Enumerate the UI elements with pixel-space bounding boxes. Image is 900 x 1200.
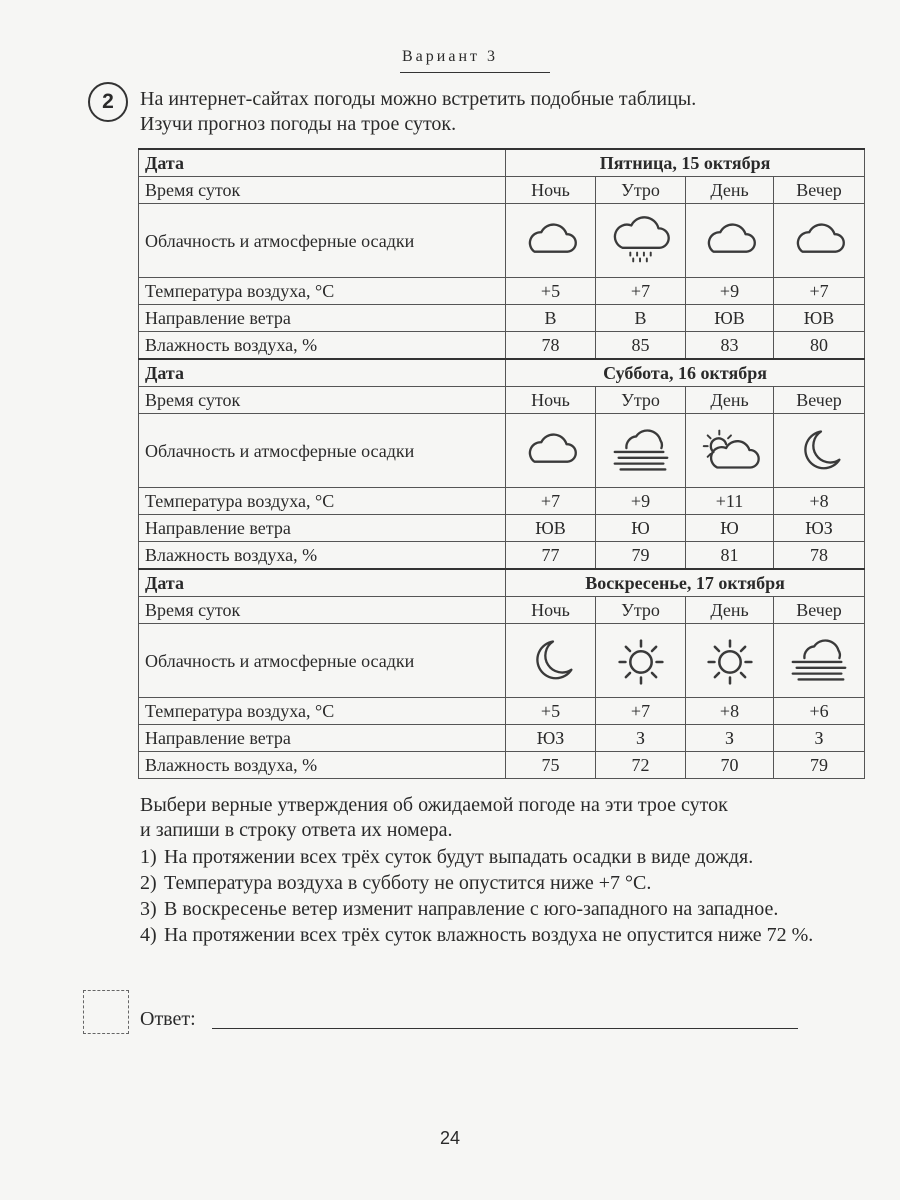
value-cell: +7 [596, 698, 686, 725]
weather-icon-cell [596, 624, 686, 698]
period-cell: День [686, 177, 774, 204]
humidity-row [139, 332, 865, 360]
row-label: Температура воздуха, °С [139, 698, 506, 725]
time-row [139, 597, 865, 624]
row-label: Влажность воздуха, % [139, 332, 506, 360]
period-cell: Утро [596, 597, 686, 624]
period-cell: Ночь [506, 597, 596, 624]
row-label: Дата [139, 149, 506, 177]
value-cell: З [596, 725, 686, 752]
period-cell: День [686, 387, 774, 414]
variant-underline [400, 72, 550, 73]
humidity-row [139, 752, 865, 779]
question-line: Выбери верные утверждения об ожидаемой погоде на эти трое суток [140, 794, 728, 816]
value-cell: +8 [686, 698, 774, 725]
value-cell: 78 [774, 542, 865, 570]
value-cell: ЮЗ [774, 515, 865, 542]
row-label: Дата [139, 359, 506, 387]
option-text: На протяжении всех трёх суток влажность воздуха не опустится ниже 72 %. [164, 924, 814, 946]
option-4 [140, 923, 864, 948]
variant-title: Вариант 3 [402, 48, 498, 65]
date-row [139, 149, 865, 177]
temp-row [139, 698, 865, 725]
value-cell: +5 [506, 278, 596, 305]
intro-line: Изучи прогноз погоды на трое суток. [140, 113, 457, 135]
fog-icon [607, 422, 675, 480]
time-row [139, 387, 865, 414]
value-cell: +6 [774, 698, 865, 725]
wind-row [139, 515, 865, 542]
value-cell: 78 [506, 332, 596, 360]
value-cell: ЮВ [506, 515, 596, 542]
value-cell: В [596, 305, 686, 332]
period-cell: День [686, 597, 774, 624]
row-label: Температура воздуха, °С [139, 488, 506, 515]
value-cell: ЮВ [774, 305, 865, 332]
moon-icon [517, 632, 585, 690]
period-cell: Вечер [774, 387, 865, 414]
value-cell: 85 [596, 332, 686, 360]
rain-cloud-icon [607, 212, 675, 270]
clouds-row [139, 204, 865, 278]
cloud-icon [517, 422, 585, 480]
value-cell: В [506, 305, 596, 332]
value-cell: 80 [774, 332, 865, 360]
value-cell: 75 [506, 752, 596, 779]
cloud-icon [517, 212, 585, 270]
weather-icon-cell [596, 204, 686, 278]
humidity-row [139, 542, 865, 570]
value-cell: Ю [596, 515, 686, 542]
option-text: Температура воздуха в субботу не опустится ниже +7 °С. [164, 872, 652, 894]
weather-icon-cell [686, 414, 774, 488]
sun-icon [607, 632, 675, 690]
row-label: Время суток [139, 597, 506, 624]
page-number: 24 [439, 1128, 461, 1148]
row-label: Направление ветра [139, 515, 506, 542]
weather-icon-cell [506, 414, 596, 488]
row-label: Температура воздуха, °С [139, 278, 506, 305]
period-cell: Утро [596, 177, 686, 204]
weather-icon-cell [774, 414, 865, 488]
value-cell: +7 [506, 488, 596, 515]
question-text [140, 793, 864, 843]
value-cell: 72 [596, 752, 686, 779]
value-cell: +9 [596, 488, 686, 515]
value-cell: 83 [686, 332, 774, 360]
weather-icon-cell [774, 624, 865, 698]
option-text: В воскресенье ветер изменит направление с юго-западного на западное. [164, 898, 779, 920]
row-label: Облачность и атмосферные осадки [139, 204, 506, 278]
day-date: Суббота, 16 октября [506, 359, 865, 387]
weather-icon-cell [506, 624, 596, 698]
answer-label: Ответ: [140, 1008, 196, 1030]
option-number: 2) [140, 872, 157, 894]
option-number: 1) [140, 846, 157, 868]
value-cell: +5 [506, 698, 596, 725]
value-cell: +7 [596, 278, 686, 305]
option-number: 4) [140, 924, 157, 946]
option-3 [140, 897, 864, 922]
question-line: и запиши в строку ответа их номера. [140, 819, 453, 841]
value-cell: 70 [686, 752, 774, 779]
task-number-badge: 2 [88, 82, 128, 122]
clouds-row [139, 624, 865, 698]
row-label: Направление ветра [139, 305, 506, 332]
partly-cloudy-icon [696, 422, 764, 480]
value-cell: ЮВ [686, 305, 774, 332]
moon-icon [785, 422, 853, 480]
weather-icon-cell [686, 204, 774, 278]
row-label: Дата [139, 569, 506, 597]
value-cell: +7 [774, 278, 865, 305]
value-cell: 79 [774, 752, 865, 779]
weather-table [138, 148, 865, 779]
time-row [139, 177, 865, 204]
value-cell: 77 [506, 542, 596, 570]
intro-line: На интернет-сайтах погоды можно встретить подобные таблицы. [140, 88, 697, 110]
period-cell: Ночь [506, 387, 596, 414]
options-list [140, 845, 864, 949]
cloud-icon [785, 212, 853, 270]
sun-icon [696, 632, 764, 690]
option-number: 3) [140, 898, 157, 920]
row-label: Время суток [139, 177, 506, 204]
value-cell: З [774, 725, 865, 752]
wind-row [139, 305, 865, 332]
weather-icon-cell [686, 624, 774, 698]
value-cell: +11 [686, 488, 774, 515]
weather-icon-cell [506, 204, 596, 278]
answer-field[interactable] [212, 1028, 798, 1029]
temp-row [139, 488, 865, 515]
period-cell: Ночь [506, 177, 596, 204]
option-2 [140, 871, 864, 896]
weather-icon-cell [596, 414, 686, 488]
value-cell: 79 [596, 542, 686, 570]
task-intro [140, 87, 864, 137]
row-label: Влажность воздуха, % [139, 752, 506, 779]
fog-icon [785, 632, 853, 690]
date-row [139, 569, 865, 597]
temp-row [139, 278, 865, 305]
cloud-icon [696, 212, 764, 270]
row-label: Влажность воздуха, % [139, 542, 506, 570]
value-cell: З [686, 725, 774, 752]
row-label: Направление ветра [139, 725, 506, 752]
option-text: На протяжении всех трёх суток будут выпадать осадки в виде дождя. [164, 846, 754, 868]
value-cell: ЮЗ [506, 725, 596, 752]
wind-row [139, 725, 865, 752]
row-label: Облачность и атмосферные осадки [139, 414, 506, 488]
value-cell: +8 [774, 488, 865, 515]
period-cell: Вечер [774, 177, 865, 204]
period-cell: Утро [596, 387, 686, 414]
day-date: Воскресенье, 17 октября [506, 569, 865, 597]
day-date: Пятница, 15 октября [506, 149, 865, 177]
weather-icon-cell [774, 204, 865, 278]
row-label: Время суток [139, 387, 506, 414]
row-label: Облачность и атмосферные осадки [139, 624, 506, 698]
answer-check-box[interactable] [83, 990, 129, 1034]
value-cell: 81 [686, 542, 774, 570]
period-cell: Вечер [774, 597, 865, 624]
date-row [139, 359, 865, 387]
clouds-row [139, 414, 865, 488]
value-cell: Ю [686, 515, 774, 542]
option-1 [140, 845, 864, 870]
value-cell: +9 [686, 278, 774, 305]
